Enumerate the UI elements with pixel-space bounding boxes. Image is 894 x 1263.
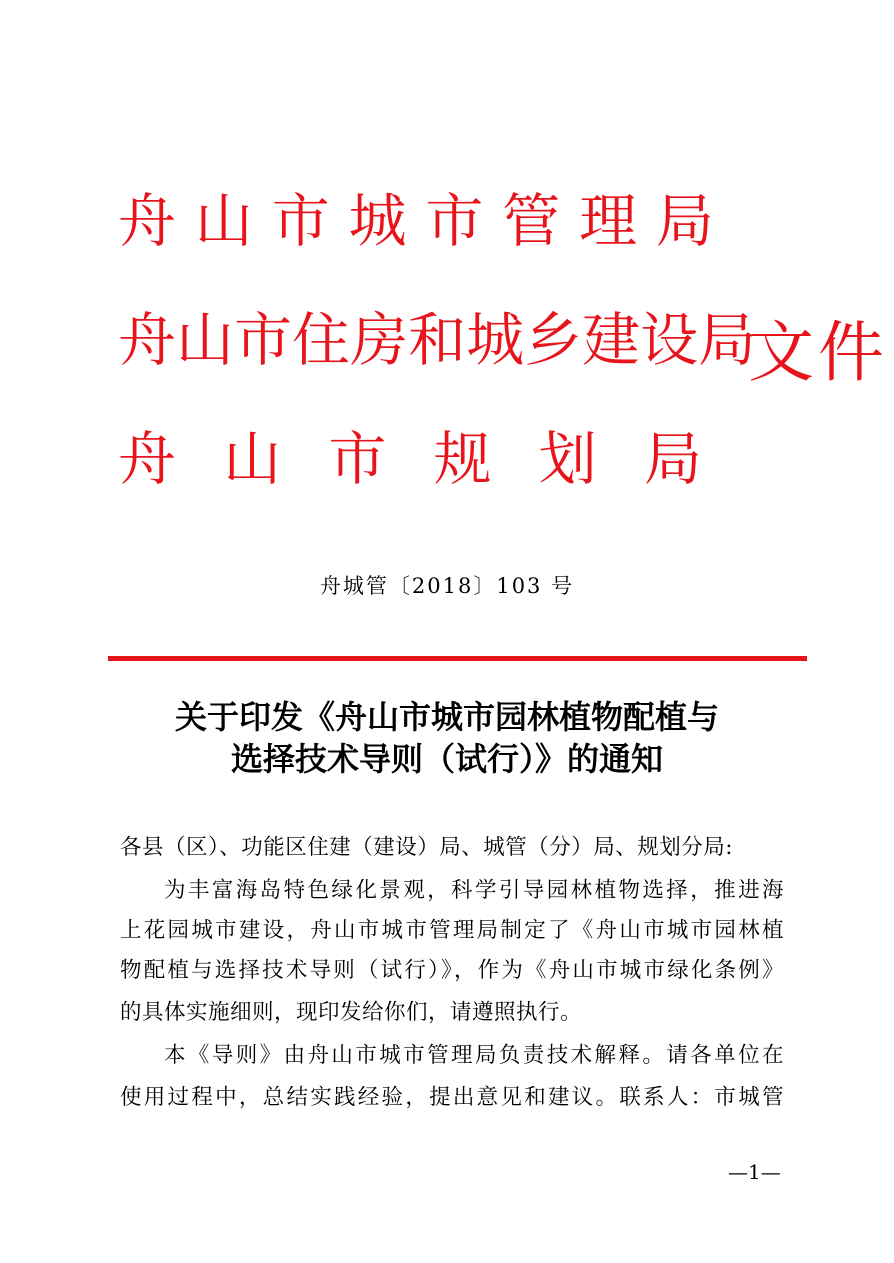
agency-char: 市 — [425, 187, 484, 255]
agency-char: 房 — [350, 306, 409, 374]
agency-name-1 — [118, 187, 714, 255]
agency-char: 舟 — [118, 425, 177, 493]
agency-char: 山 — [223, 425, 282, 493]
agency-char: 市 — [328, 425, 387, 493]
document-title-line-1: 关于印发《舟山市城市园林植物配植与 — [174, 698, 719, 736]
document-type-label: 文件 — [748, 314, 888, 391]
agency-char: 舟 — [118, 306, 177, 374]
agency-char: 山 — [176, 306, 235, 374]
agency-char: 住 — [292, 306, 351, 374]
agency-char: 规 — [433, 425, 492, 493]
agency-char: 城 — [466, 306, 525, 374]
paragraph-1-line: 的具体实施细则，现印发给你们，请遵照执行。 — [120, 1000, 583, 1025]
paragraph-1-line: 为丰富海岛特色绿化景观，科学引导园林植物选择，推进海 — [164, 878, 784, 903]
agency-char: 和 — [408, 306, 467, 374]
paragraph-2-line: 使用过程中，总结实践经验，提出意见和建议。联系人：市城管 — [120, 1085, 784, 1110]
document-number: 舟城管〔2018〕103 号 — [319, 574, 575, 598]
agency-char: 市 — [271, 187, 330, 255]
agency-char: 建 — [582, 306, 641, 374]
agency-char: 市 — [234, 306, 293, 374]
document-title-line-2: 选择技术导则（试行）》的通知 — [230, 740, 663, 778]
agency-char: 管 — [502, 187, 561, 255]
agency-char: 局 — [643, 425, 702, 493]
agency-char: 山 — [194, 187, 253, 255]
agency-name-2 — [118, 306, 757, 374]
paragraph-1-line: 物配植与选择技术导则（试行）》，作为《舟山市城市绿化条例》 — [120, 958, 784, 983]
agency-char: 城 — [348, 187, 407, 255]
agency-name-3 — [118, 425, 702, 493]
agency-char: 设 — [640, 306, 699, 374]
addressee: 各县（区）、功能区住建（建设）局、城管（分）局、规划分局: — [120, 835, 733, 860]
agency-char: 乡 — [524, 306, 583, 374]
red-divider — [108, 656, 807, 661]
agency-char: 划 — [538, 425, 597, 493]
agency-char: 局 — [698, 306, 757, 374]
page-number: —1— — [728, 1160, 781, 1184]
paragraph-1-line: 上花园城市建设，舟山市城市管理局制定了《舟山市城市园林植 — [120, 918, 784, 943]
agency-char: 局 — [655, 187, 714, 255]
paragraph-2-line: 本《导则》由舟山市城市管理局负责技术解释。请各单位在 — [164, 1043, 784, 1068]
agency-char: 理 — [579, 187, 638, 255]
agency-char: 舟 — [118, 187, 177, 255]
